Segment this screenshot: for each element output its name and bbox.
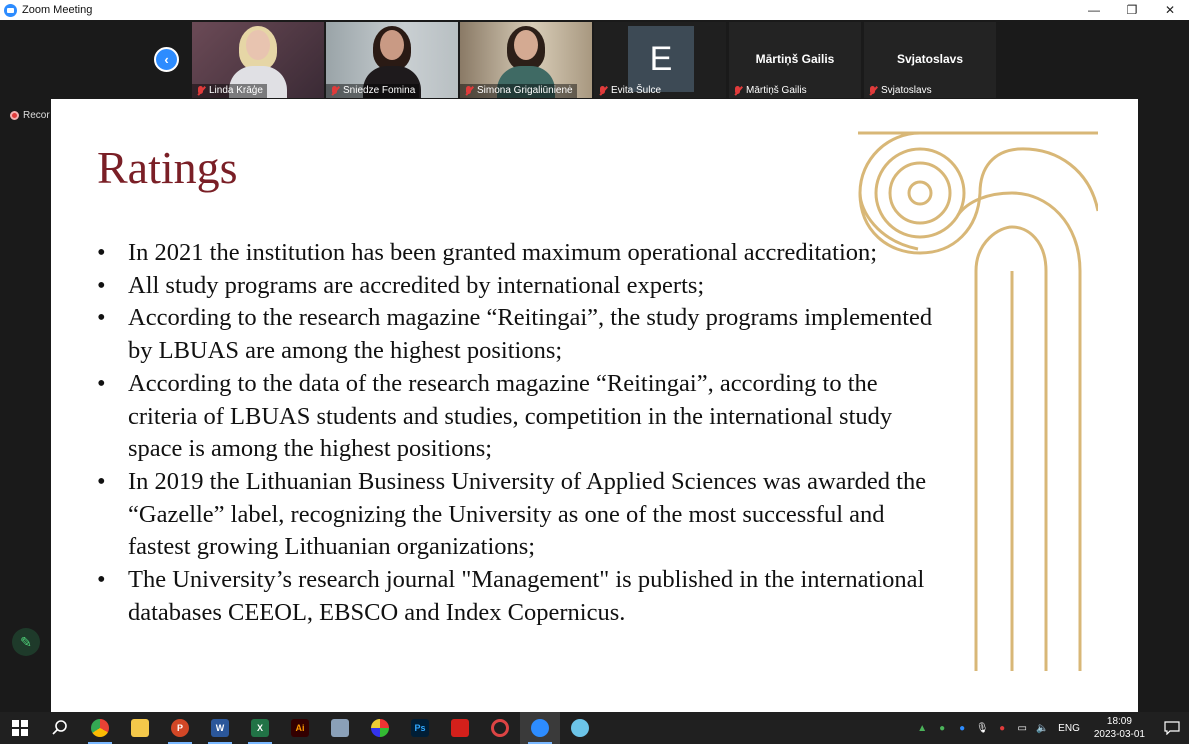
- notification-icon: [1164, 721, 1180, 735]
- taskbar-word[interactable]: [200, 712, 240, 744]
- record-icon: [10, 111, 19, 120]
- participant-tile[interactable]: [729, 22, 861, 98]
- system-tray: [912, 712, 1189, 744]
- cloud-drive-icon[interactable]: ▲: [917, 722, 928, 734]
- slide-bullet-list: [97, 237, 937, 629]
- mic-muted-icon: [464, 86, 473, 96]
- recording-label: Recor: [23, 110, 50, 121]
- annotate-button[interactable]: [12, 628, 40, 656]
- zoom-app-icon: [4, 4, 17, 17]
- clock-time: 18:09: [1106, 716, 1132, 727]
- folder-icon: [131, 719, 149, 737]
- participant-video-person: [371, 30, 413, 86]
- shared-slide: [51, 99, 1138, 712]
- mic-muted-icon: [733, 86, 742, 96]
- participant-tile[interactable]: [192, 22, 324, 98]
- slide-bullet: • The University’s research journal "Management" is published in the international databases CEEOL, EBSCO and Index Copernicus.: [97, 564, 937, 629]
- illustrator-icon: Ai: [291, 719, 309, 737]
- participant-name-label: [864, 84, 936, 98]
- participant-video-person: [505, 30, 547, 86]
- participant-name-label: [594, 84, 665, 98]
- notifications-button[interactable]: [1155, 712, 1189, 744]
- participant-name: Sniedze Fomina: [343, 85, 416, 96]
- minimize-button[interactable]: —: [1088, 3, 1100, 17]
- windows-logo-icon: [12, 720, 28, 736]
- window-title: Zoom Meeting: [22, 4, 93, 16]
- participant-tile[interactable]: [864, 22, 996, 98]
- zoom-icon: [531, 719, 549, 737]
- participant-tile[interactable]: [326, 22, 458, 98]
- participant-tile[interactable]: [460, 22, 592, 98]
- participant-name: Linda Krāģe: [209, 85, 263, 96]
- participant-name: Svjatoslavs: [881, 85, 932, 96]
- taskbar-acrobat[interactable]: [440, 712, 480, 744]
- participant-avatar: E: [628, 26, 694, 92]
- slide-bullet: • According to the data of the research magazine “Reitingai”, according to the criteria of LBUAS students and studies, competition in the international study space is among the highest positions;: [97, 368, 937, 466]
- slide-bullet: • According to the research magazine “Reitingai”, the study programs implemented by LBUAS are among the highest positions;: [97, 302, 937, 367]
- participant-display-name: Mārtiņš Gailis: [755, 52, 835, 66]
- clock-date: 2023-03-01: [1093, 729, 1145, 740]
- calculator-icon: [331, 719, 349, 737]
- color-wheel-icon: [371, 719, 389, 737]
- refresh-icon[interactable]: ●: [939, 722, 946, 734]
- mic-muted-icon: [598, 86, 607, 96]
- participant-name: Simona Grigaliūnienė: [477, 85, 573, 96]
- slide-bullet: • In 2021 the institution has been granted maximum operational accreditation;: [97, 237, 937, 270]
- monitor-icon[interactable]: ▭: [1017, 722, 1027, 734]
- sync-icon: [491, 719, 509, 737]
- recording-indicator[interactable]: [10, 110, 50, 121]
- participant-name-label: [326, 84, 419, 98]
- taskbar-powerpoint[interactable]: [160, 712, 200, 744]
- participant-display-name: Svjatoslavs: [896, 52, 964, 66]
- pencil-icon: ✎: [20, 633, 32, 650]
- input-language[interactable]: ENG: [1058, 722, 1080, 734]
- taskbar-illustrator[interactable]: [280, 712, 320, 744]
- participant-name-label: [729, 84, 811, 98]
- search-button[interactable]: [40, 712, 80, 744]
- participant-name-label: [460, 84, 577, 98]
- taskbar-paint-app[interactable]: [560, 712, 600, 744]
- taskbar-zoom[interactable]: [520, 712, 560, 744]
- acrobat-icon: [451, 719, 469, 737]
- window-controls: [1075, 0, 1189, 20]
- slide-title: Ratings: [97, 142, 238, 193]
- previous-participants-button[interactable]: [154, 47, 179, 72]
- taskbar-photoshop[interactable]: [400, 712, 440, 744]
- participant-tile[interactable]: [594, 22, 726, 98]
- search-icon: [52, 720, 68, 736]
- participant-name: Evita Šulce: [611, 85, 662, 96]
- powerpoint-icon: P: [171, 719, 189, 737]
- mic-muted-icon: [868, 86, 877, 96]
- participant-name-label: [192, 84, 267, 98]
- mic-muted-icon: [330, 86, 339, 96]
- paint-icon: [571, 719, 589, 737]
- start-button[interactable]: [0, 712, 40, 744]
- slide-bullet: • In 2019 the Lithuanian Business University of Applied Sciences was awarded the “Gazelle” label, recognizing the University as one of the most successful and fastest growing Lithuanian organizations;: [97, 466, 937, 564]
- participant-video-person: [237, 30, 279, 86]
- chevron-left-icon: ‹: [164, 52, 169, 67]
- ionic-column-ornament: [858, 131, 1098, 671]
- participant-name: Mārtiņš Gailis: [746, 85, 807, 96]
- taskbar-sync-app[interactable]: [480, 712, 520, 744]
- mic-muted-icon: [196, 86, 205, 96]
- excel-icon: X: [251, 719, 269, 737]
- clock[interactable]: [1094, 715, 1145, 741]
- taskbar-calculator[interactable]: [320, 712, 360, 744]
- microphone-icon[interactable]: 🎙: [975, 722, 989, 734]
- network-warning-icon[interactable]: ●: [999, 722, 1006, 734]
- window-titlebar: [0, 0, 1189, 20]
- close-button[interactable]: ✕: [1164, 3, 1176, 17]
- slide-bullet: • All study programs are accredited by international experts;: [97, 270, 937, 303]
- taskbar-color-app[interactable]: [360, 712, 400, 744]
- taskbar-excel[interactable]: [240, 712, 280, 744]
- chrome-icon: [91, 719, 109, 737]
- taskbar-chrome[interactable]: [80, 712, 120, 744]
- photoshop-icon: Ps: [411, 719, 429, 737]
- maximize-button[interactable]: ❐: [1126, 3, 1138, 17]
- minus-circle-icon[interactable]: ●: [959, 722, 966, 734]
- meeting-stage: [0, 20, 1189, 712]
- word-icon: W: [211, 719, 229, 737]
- taskbar-file-explorer[interactable]: [120, 712, 160, 744]
- volume-icon[interactable]: 🔈: [1035, 722, 1049, 734]
- windows-taskbar: [0, 712, 1189, 744]
